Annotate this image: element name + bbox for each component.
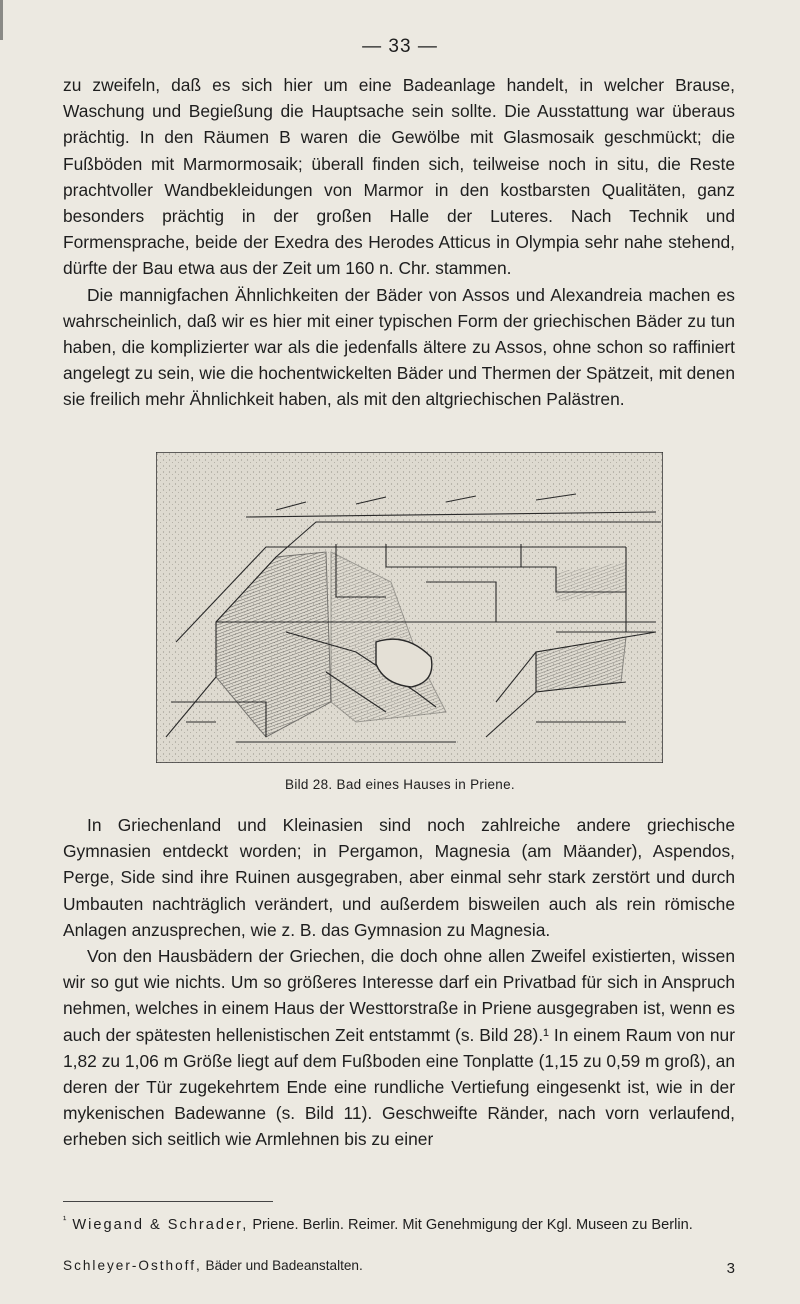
body-text-bottom bbox=[63, 812, 735, 1153]
footer bbox=[63, 1258, 735, 1277]
page-edge bbox=[0, 0, 3, 40]
footnote-rule bbox=[63, 1201, 273, 1202]
bath-drawing bbox=[156, 452, 663, 763]
paragraph: Die mannigfachen Ähnlichkeiten der Bäder von Assos und Alexandreia machen es wahrscheinlich, daß wir es hier mit einer typischen Form der griechischen Bäder zu tun haben, die komplizierter war als die jedenfalls ältere zu Assos, ohne schon so raffiniert angelegt zu sein, wie die hochentwickelten Bäder und Thermen der Spätzeit, mit denen sie freilich mehr Ähnlichkeit haben, als mit den altgriechischen Palästren. bbox=[63, 284, 735, 410]
page-number: — 33 — bbox=[362, 36, 438, 57]
figure-caption: Bild 28. Bad eines Hauses in Priene. bbox=[285, 777, 515, 792]
body-text-top bbox=[63, 72, 735, 413]
paragraph: Von den Hausbädern der Griechen, die doch ohne allen Zweifel existierten, wissen wir so gut wie nichts. Um so größeres Interesse darf ein Privatbad für sich in Anspruch nehmen, welches in einem Haus der Westtorstraße in Priene ausgegraben ist, wenn es auch der spätesten hellenistischen Zeit entstammt (s. Bild 28).¹ In einem Raum von nur 1,82 zu 1,06 m Größe liegt auf dem Fußboden eine Tonplatte (1,15 zu 0,59 m groß), an deren der Tür zugekehrtem Ende eine rundliche Vertiefung eingesenkt ist, wie in der mykenischen Badewanne (s. Bild 11). Geschweifte Ränder, nach vorn verlaufend, erheben sich seitlich wie Armlehnen bis zu einer bbox=[63, 946, 735, 1150]
paragraph: In Griechenland und Kleinasien sind noch zahlreiche andere griechische Gymnasien entdeckt worden; in Pergamon, Magnesia (am Mäander), Aspendos, Perge, Side sind ihre Ruinen ausgegraben, aber einmal sehr stark zerstört und durch Umbauten nachträglich verändert, und außerdem bisweilen auch als rein römische Anlagen anzusprechen, wie z. B. das Gymnasion zu Magnesia. bbox=[63, 815, 735, 940]
signature-mark: 3 bbox=[726, 1260, 735, 1277]
footnote-authors: Wiegand & Schrader, bbox=[72, 1216, 249, 1233]
footnote bbox=[63, 1210, 735, 1236]
footer-author: Schleyer-Osthoff, bbox=[63, 1258, 202, 1273]
footnote-text: Priene. Berlin. Reimer. Mit Genehmigung der Kgl. Museen zu Berlin. bbox=[248, 1216, 693, 1233]
footnote-marker: ¹ bbox=[63, 1215, 67, 1226]
footer-title: Bäder und Badeanstalten. bbox=[201, 1258, 363, 1273]
paragraph: zu zweifeln, daß es sich hier um eine Badeanlage handelt, in welcher Brause, Waschung und Begießung die Hauptsache sein sollte. Die Ausstattung war überaus prächtig. In den Räumen B waren die Gewölbe mit Glasmosaik geschmückt; die Fußböden mit Marmormosaik; überall finden sich, teilweise noch in situ, die Reste prachtvoller Wandbekleidungen von Marmor in den kostbarsten Qualitäten, ganz besonders prächtig in der großen Halle der Luteres. Nach Technik und Formensprache, beide der Exedra des Herodes Atticus in Olympia sehr nahe stehend, dürfte der Bau etwa aus der Zeit um 160 n. Chr. stammen. bbox=[63, 75, 735, 279]
figure-illustration bbox=[156, 452, 663, 763]
